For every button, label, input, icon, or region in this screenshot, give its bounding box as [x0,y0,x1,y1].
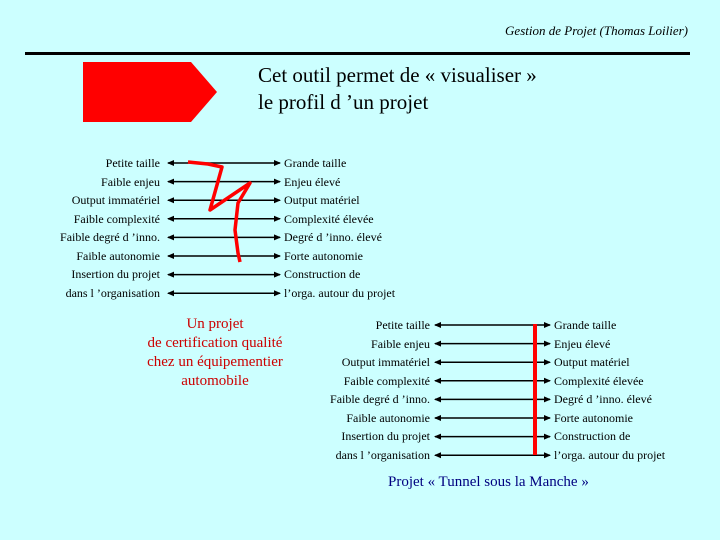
label-degre-inno-eleve: Degré d ’inno. élevé [284,230,382,244]
label-enjeu-eleve-2: Enjeu élevé [554,336,611,351]
label-grande-taille-2: Grande taille [554,318,617,332]
label-faible-enjeu-2: Faible enjeu [371,336,430,351]
label-complexite-elevee: Complexité élevée [284,211,374,226]
project1-line-2: de certification qualité [147,335,283,351]
label-orga-autour-2: l’orga. autour du projet [554,447,666,462]
label-output-materiel: Output matériel [284,193,360,207]
label-grande-taille: Grande taille [284,156,347,170]
label-enjeu-eleve: Enjeu élevé [284,174,341,189]
label-orga-autour: l’orga. autour du projet [284,285,396,300]
title-line-1: Cet outil permet de « visualiser » [258,63,537,87]
label-dans-organisation-2: dans l ’organisation [335,447,430,462]
label-insertion-projet-2: Insertion du projet [341,429,430,443]
label-output-immateriel-2: Output immatériel [341,355,430,369]
label-forte-autonomie-2: Forte autonomie [554,410,633,425]
project1-line-3: chez un équipementier [147,354,283,370]
project1-profile-line [188,162,250,262]
top-double-arrows [168,163,280,293]
label-output-immateriel: Output immatériel [71,193,160,207]
label-complexite-elevee-2: Complexité élevée [554,373,644,388]
project2-caption: Projet « Tunnel sous la Manche » [388,474,589,490]
label-faible-complexite-2: Faible complexité [343,373,430,388]
label-petite-taille: Petite taille [105,156,160,170]
project1-line-1: Un projet [186,316,244,332]
bottom-double-arrows [435,325,550,455]
label-faible-autonomie-2: Faible autonomie [346,410,430,425]
label-degre-inno-eleve-2: Degré d ’inno. élevé [554,392,652,406]
label-construction-de: Construction de [284,267,361,281]
title-line-2: le profil d ’un projet [258,90,429,114]
label-faible-degre-inno: Faible degré d ’inno. [60,230,160,244]
label-output-materiel-2: Output matériel [554,355,630,369]
label-faible-complexite: Faible complexité [73,211,160,226]
label-faible-enjeu: Faible enjeu [101,174,160,189]
label-construction-de-2: Construction de [554,429,631,443]
label-forte-autonomie: Forte autonomie [284,248,363,263]
label-faible-autonomie: Faible autonomie [76,248,160,263]
label-petite-taille-2: Petite taille [375,318,430,332]
label-insertion-projet: Insertion du projet [71,267,160,281]
header-title: Gestion de Projet (Thomas Loilier) [505,23,688,38]
label-faible-degre-inno-2: Faible degré d ’inno. [330,392,430,406]
label-dans-organisation: dans l ’organisation [65,285,160,300]
project1-line-4: automobile [181,373,249,389]
